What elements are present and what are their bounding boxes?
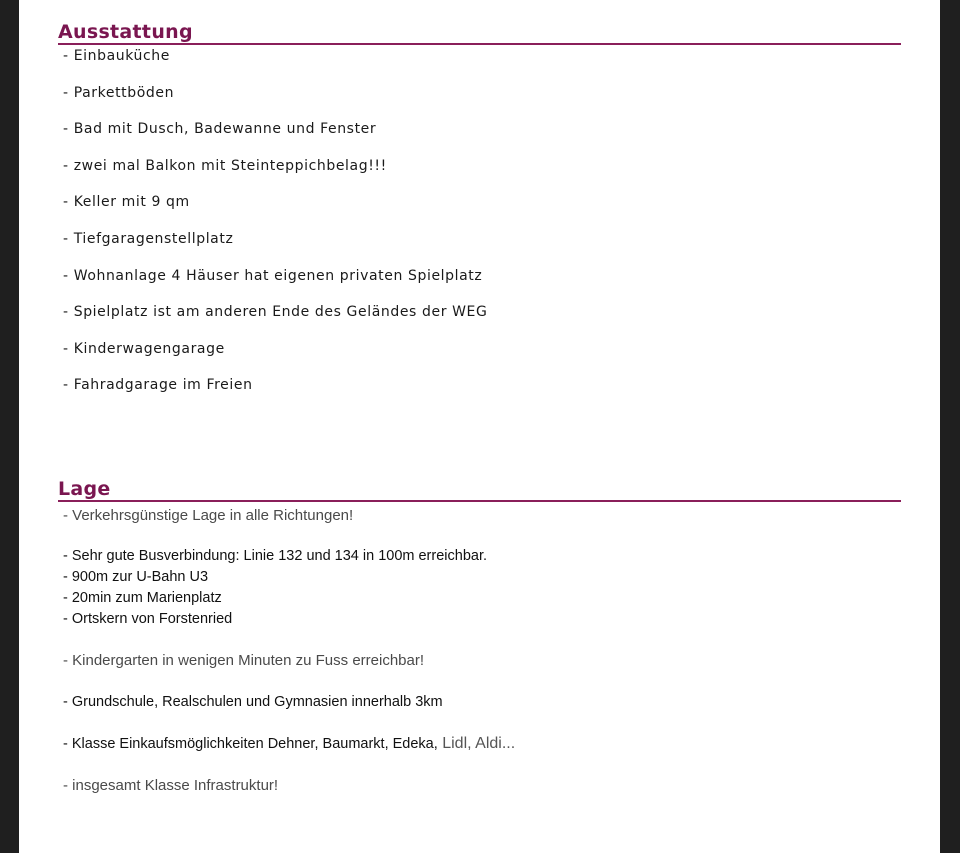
lage-verkehr: - Verkehrsgünstige Lage in alle Richtungen! [63, 507, 354, 524]
list-item: - Tiefgaragenstellplatz [63, 231, 234, 247]
section-heading-ausstattung: Ausstattung [58, 21, 901, 45]
lage-ortskern: - Ortskern von Forstenried [63, 611, 233, 627]
list-item: - zwei mal Balkon mit Steinteppichbelag!!! [63, 158, 387, 174]
list-item: - Fahradgarage im Freien [63, 377, 253, 393]
list-item: - Wohnanlage 4 Häuser hat eigenen privaten Spielplatz [63, 268, 483, 284]
lage-ubahn: - 900m zur U-Bahn U3 [63, 569, 209, 585]
lage-schulen: - Grundschule, Realschulen und Gymnasien innerhalb 3km [63, 694, 443, 710]
lage-einkauf-main: - Klasse Einkaufsmöglichkeiten Dehner, Baumarkt, Edeka, [63, 736, 438, 752]
lage-infrastruktur: - insgesamt Klasse Infrastruktur! [63, 777, 279, 794]
list-item: - Spielplatz ist am anderen Ende des Geländes der WEG [63, 304, 488, 320]
list-item: - Einbauküche [63, 48, 170, 64]
lage-einkauf-tail: Lidl, Aldi... [437, 735, 516, 752]
list-item: - Kinderwagengarage [63, 341, 225, 357]
lage-marienplatz: - 20min zum Marienplatz [63, 590, 222, 606]
document-page [19, 0, 940, 853]
list-item: - Keller mit 9 qm [63, 194, 190, 210]
list-item: - Parkettböden [63, 85, 175, 101]
lage-einkauf [63, 735, 515, 753]
lage-kindergarten: - Kindergarten in wenigen Minuten zu Fuss erreichbar! [63, 652, 425, 669]
list-item: - Bad mit Dusch, Badewanne und Fenster [63, 121, 377, 137]
section-heading-lage: Lage [58, 478, 901, 502]
lage-bus: - Sehr gute Busverbindung: Linie 132 und 134 in 100m erreichbar. [63, 548, 488, 564]
